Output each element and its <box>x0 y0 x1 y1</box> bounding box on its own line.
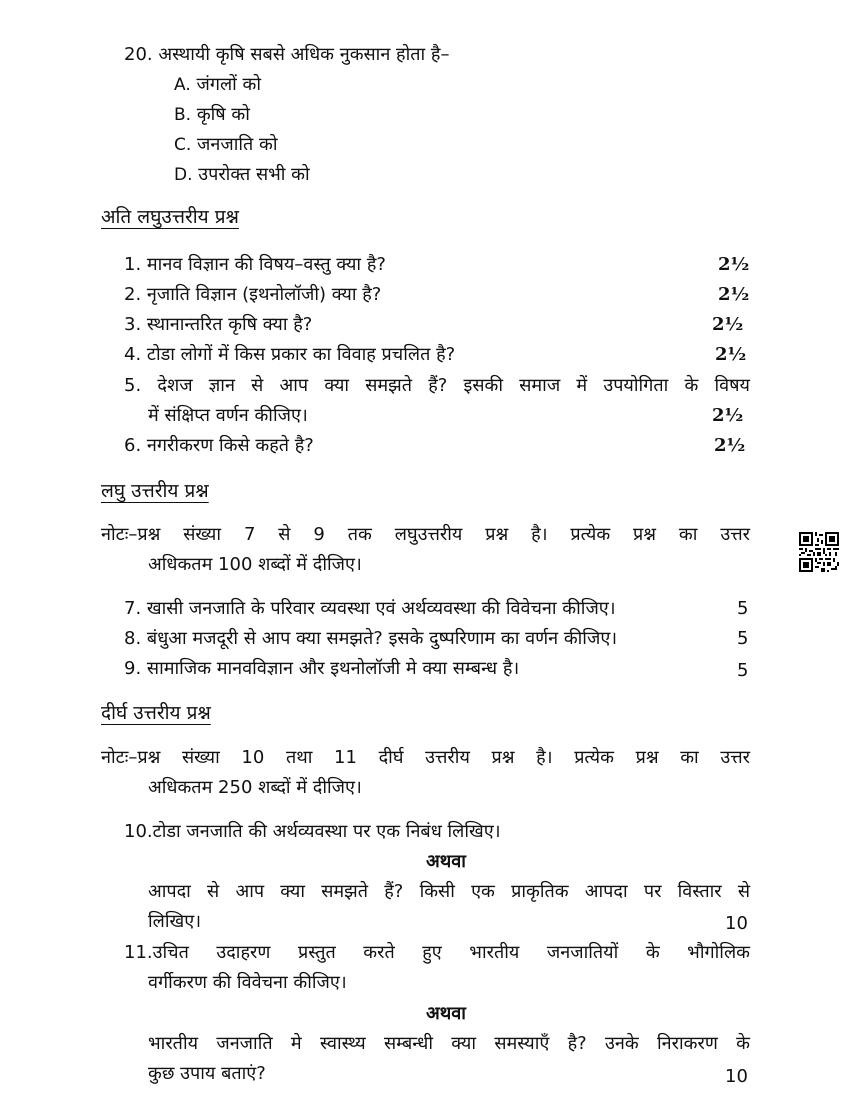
option-letter: A. <box>174 75 191 95</box>
marks-8: 5 <box>737 628 749 649</box>
note-long-line-1: नोटः–प्रश्न संख्या 10 तथा 11 दीर्घ उत्तरीय प्रश्न है। प्रत्येक प्रश्न का उत्तर <box>101 747 750 768</box>
question-text: बंधुआ मजदूरी से आप क्या समझते? इसके दुष्परिणाम का वर्णन कीजिए। <box>146 628 618 649</box>
note-long-line-2: अधिकतम 250 शब्दों में दीजिए। <box>148 777 362 798</box>
question-text: देशज ज्ञान से आप क्या समझते हैं? इसकी समाज में उपयोगिता के विषय <box>157 375 750 396</box>
or-label-11: अथवा <box>426 1003 466 1024</box>
question-11-line-1: 11.उचित उदाहरण प्रस्तुत करते हुए भारतीय जनजातियों के भौगोलिक <box>124 942 750 963</box>
option-c <box>174 133 278 157</box>
qr-code-icon <box>799 532 839 572</box>
question-11-alt-line-2: कुछ उपाय बताएं? <box>148 1063 266 1084</box>
question-3 <box>124 313 312 337</box>
question-4 <box>124 343 455 367</box>
question-11-alt-line-1: भारतीय जनजाति मे स्वास्थ्य सम्बन्धी क्या समस्याएँ है? उनके निराकरण के <box>148 1033 750 1054</box>
marks-11: 10 <box>725 1066 748 1087</box>
question-text: सामाजिक मानवविज्ञान और इथनोलॉजी मे क्या सम्बन्ध है। <box>146 658 520 679</box>
option-text: जनजाति को <box>197 134 278 155</box>
note-short-line-1: नोटः–प्रश्न संख्या 7 से 9 तक लघुउत्तरीय प्रश्न है। प्रत्येक प्रश्न का उत्तर <box>101 524 750 545</box>
marks-10: 10 <box>725 913 748 934</box>
note-short-line-2: अधिकतम 100 शब्दों में दीजिए। <box>148 554 362 575</box>
question-number: 2. <box>124 284 142 305</box>
option-a <box>174 73 261 97</box>
heading-long: दीर्घ उत्तरीय प्रश्न <box>101 702 211 724</box>
question-text: नृजाति विज्ञान (इथनोलॉजी) क्या है? <box>146 284 382 305</box>
question-number: 5. <box>124 375 142 396</box>
question-number: 7. <box>124 598 142 619</box>
question-number: 9. <box>124 658 142 679</box>
question-number: 8. <box>124 628 142 649</box>
marks-6: 2½ <box>714 435 746 456</box>
question-20: 20. अस्थायी कृषि सबसे अधिक नुकसान होता है– <box>124 44 450 65</box>
question-5-line-2: में संक्षिप्त वर्णन कीजिए। <box>148 405 308 426</box>
option-text: जंगलों को <box>196 74 262 95</box>
marks-1: 2½ <box>718 254 750 275</box>
marks-4: 2½ <box>715 344 747 365</box>
option-b <box>174 103 250 127</box>
option-d <box>174 163 310 187</box>
heading-short: लघु उत्तरीय प्रश्न <box>101 480 209 502</box>
question-10-alt-line-2: लिखिए। <box>148 911 202 932</box>
question-7 <box>124 597 616 621</box>
question-text: स्थानान्तरित कृषि क्या है? <box>146 314 313 335</box>
question-1 <box>124 253 386 277</box>
marks-3: 2½ <box>712 314 744 335</box>
option-letter: C. <box>174 135 192 155</box>
marks-9: 5 <box>737 660 749 681</box>
question-number: 3. <box>124 314 142 335</box>
question-number: 4. <box>124 344 142 365</box>
question-11-line-2: वर्गीकरण की विवेचना कीजिए। <box>148 972 347 993</box>
question-text: टोडा लोगों में किस प्रकार का विवाह प्रचलित है? <box>146 344 456 365</box>
question-10-alt-line-1: आपदा से आप क्या समझते हैं? किसी एक प्राकृतिक आपदा पर विस्तार से <box>148 881 750 902</box>
option-letter: D. <box>174 165 193 185</box>
question-number: 6. <box>124 435 142 456</box>
question-10: 10.टोडा जनजाति की अर्थव्यवस्था पर एक निबंध लिखिए। <box>124 821 501 842</box>
option-text: कृषि को <box>196 104 250 125</box>
option-text: उपरोक्त सभी को <box>198 164 310 185</box>
question-8 <box>124 627 617 651</box>
or-label-10: अथवा <box>426 851 466 872</box>
question-number: 1. <box>124 254 142 275</box>
question-5 <box>124 374 750 398</box>
marks-2: 2½ <box>718 284 750 305</box>
question-text: खासी जनजाति के परिवार व्यवस्था एवं अर्थव्यवस्था की विवेचना कीजिए। <box>146 598 616 619</box>
marks-5: 2½ <box>712 405 744 426</box>
question-2 <box>124 283 381 307</box>
question-text: नगरीकरण किसे कहते है? <box>146 435 314 456</box>
heading-very-short: अति लघुउत्तरीय प्रश्न <box>101 206 239 228</box>
marks-7: 5 <box>737 598 749 619</box>
question-6 <box>124 434 314 458</box>
question-9 <box>124 657 519 681</box>
question-text: मानव विज्ञान की विषय–वस्तु क्या है? <box>146 254 386 275</box>
option-letter: B. <box>174 105 192 125</box>
